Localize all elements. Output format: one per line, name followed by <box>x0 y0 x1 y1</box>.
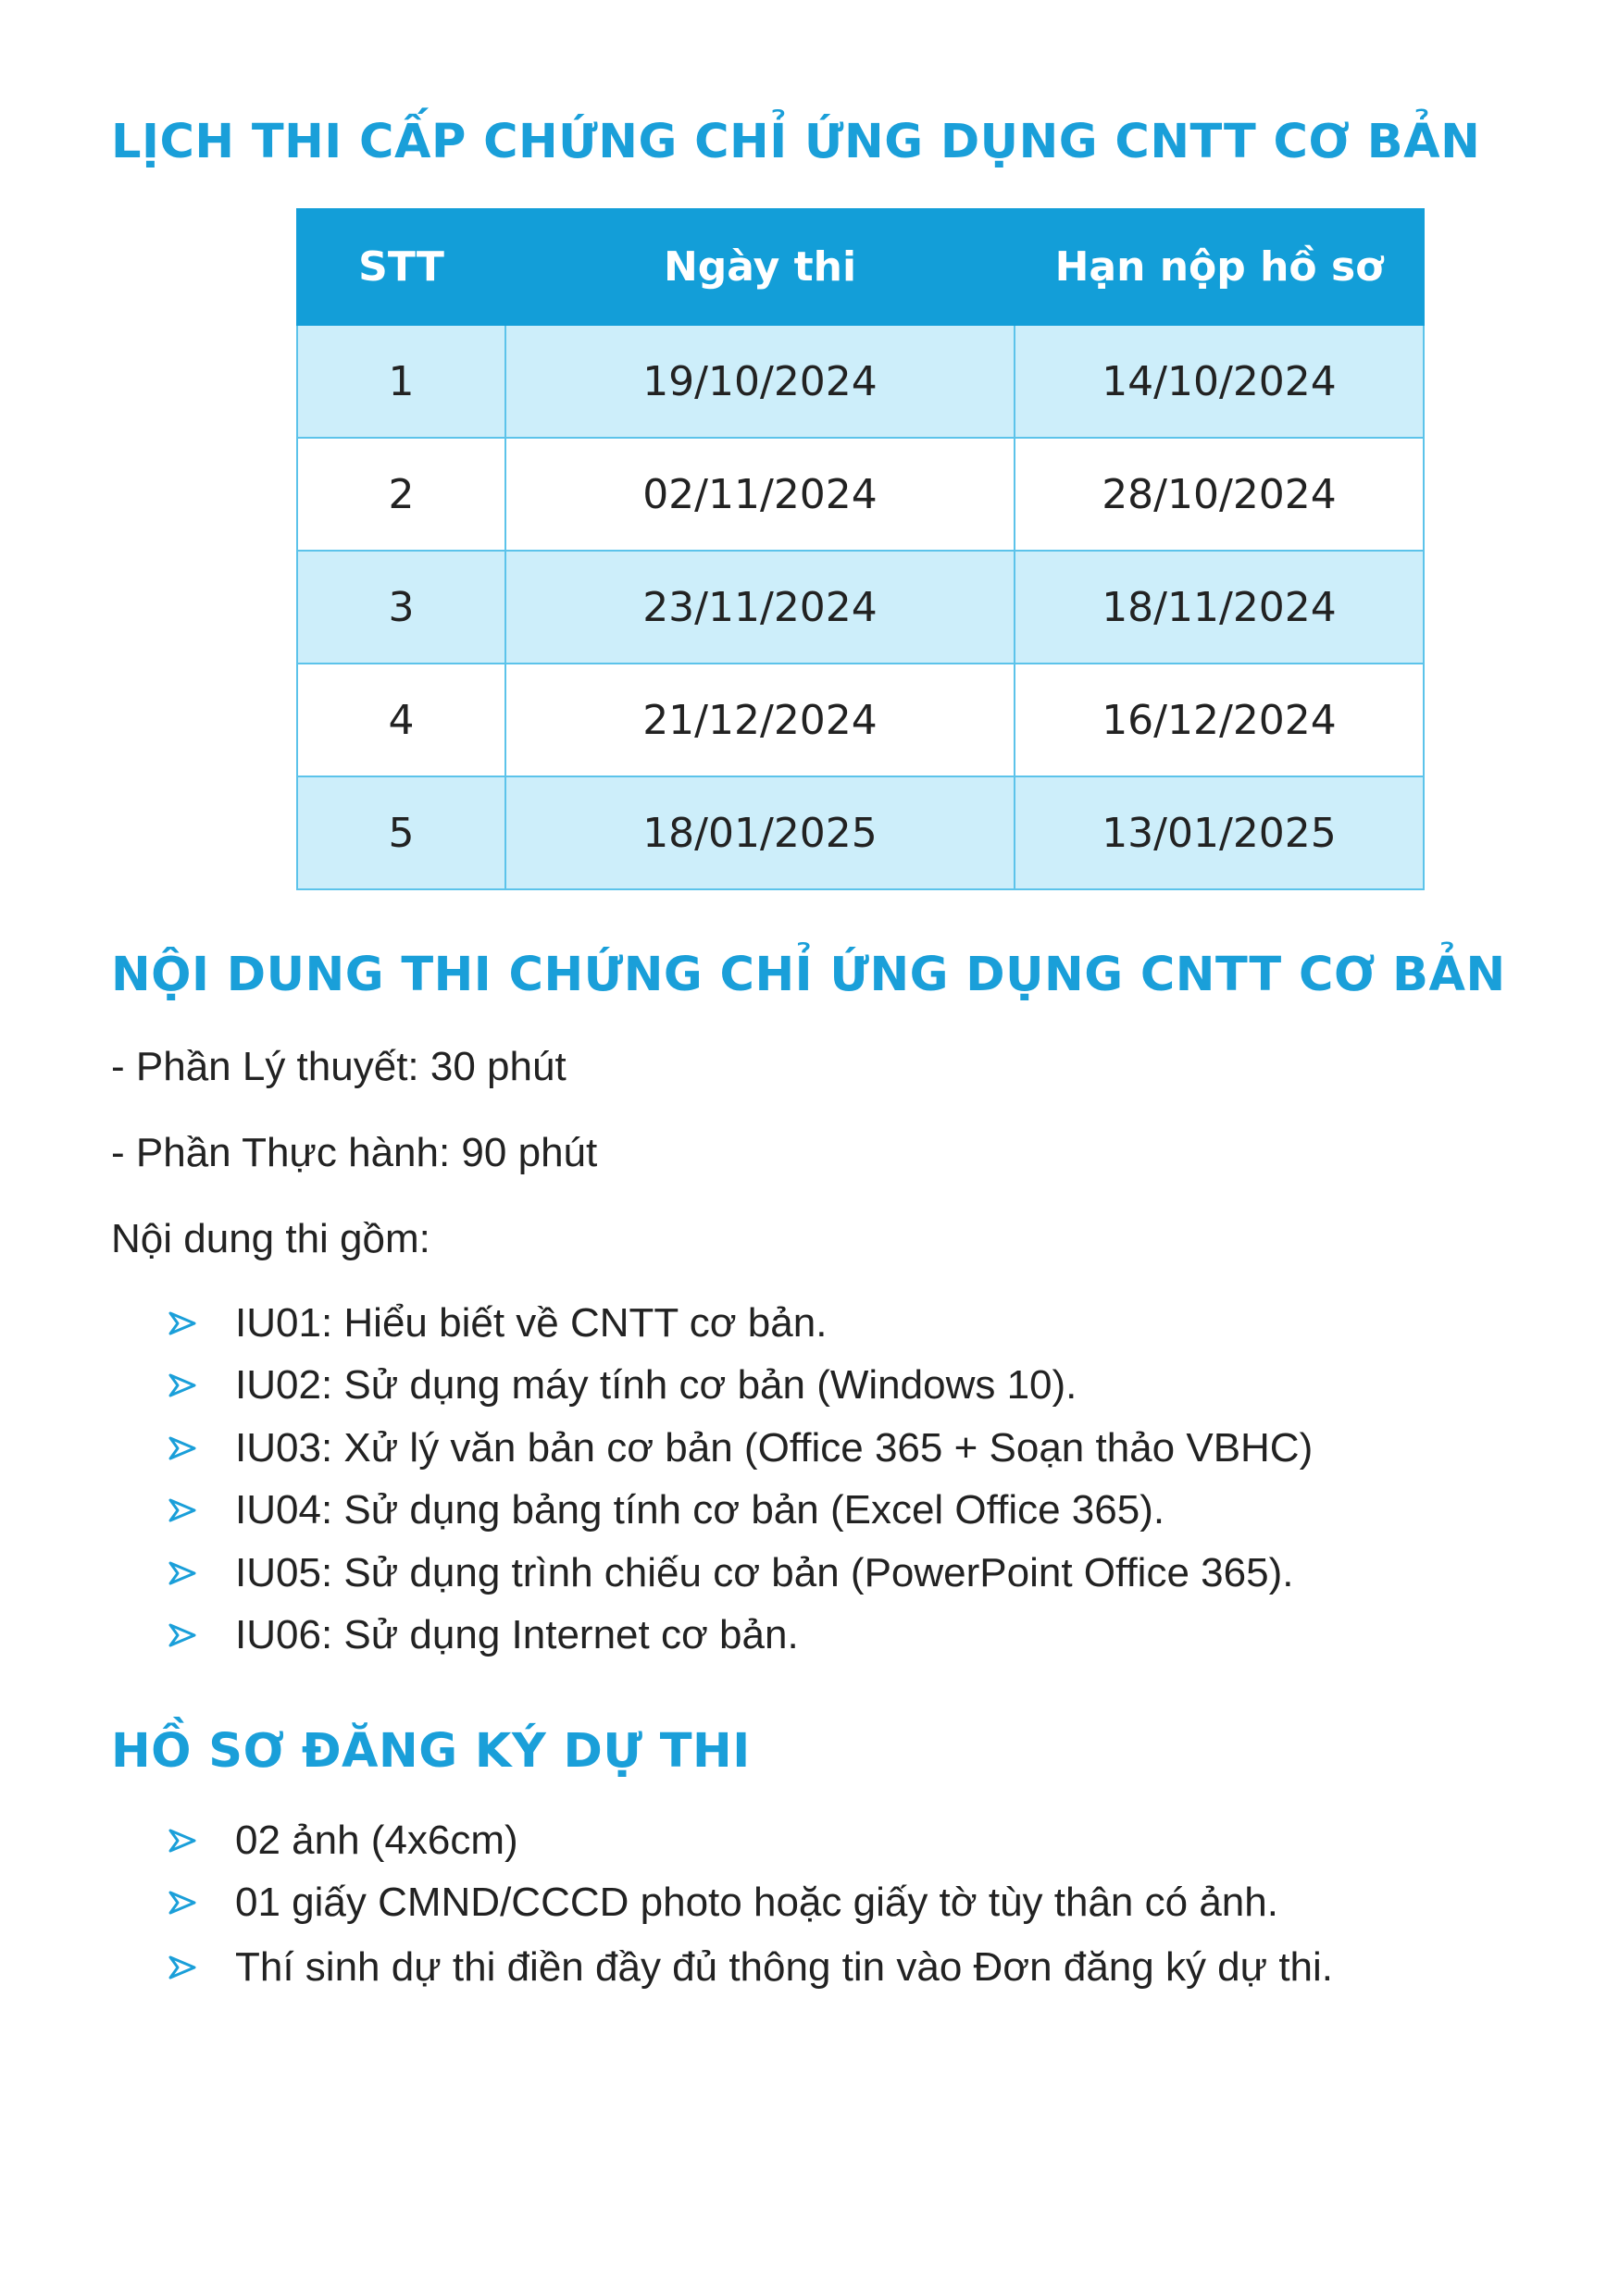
arrow-bullet-icon <box>167 1308 198 1339</box>
row-number: 3 <box>297 551 505 664</box>
content-intro: Nội dung thi gồm: <box>111 1216 430 1261</box>
arrow-bullet-icon <box>167 1952 198 1983</box>
column-header-stt: STT <box>297 209 505 325</box>
schedule-heading: LỊCH THI CẤP CHỨNG CHỈ ỨNG DỤNG CNTT CƠ BẢN <box>111 115 1481 169</box>
registration-docs-list <box>167 1809 1333 2001</box>
list-item <box>167 1809 1333 1872</box>
exam-date: 21/12/2024 <box>505 664 1015 776</box>
content-heading: NỘI DUNG THI CHỨNG CHỈ ỨNG DỤNG CNTT CƠ BẢN <box>111 948 1506 1002</box>
table-row <box>297 325 1424 438</box>
table-row <box>297 438 1424 551</box>
arrow-bullet-icon <box>167 1370 198 1401</box>
row-number: 5 <box>297 776 505 889</box>
module-list <box>167 1292 1313 1667</box>
exam-date: 18/01/2025 <box>505 776 1015 889</box>
doc-text: 01 giấy CMND/CCCD photo hoặc giấy tờ tùy thân có ảnh. <box>235 1880 1278 1926</box>
list-item <box>167 1355 1313 1418</box>
list-item <box>167 1934 1333 2001</box>
submission-deadline: 13/01/2025 <box>1015 776 1424 889</box>
arrow-bullet-icon <box>167 1495 198 1526</box>
arrow-bullet-icon <box>167 1433 198 1464</box>
submission-deadline: 14/10/2024 <box>1015 325 1424 438</box>
arrow-bullet-icon <box>167 1558 198 1589</box>
exam-date: 19/10/2024 <box>505 325 1015 438</box>
list-item <box>167 1417 1313 1480</box>
list-item <box>167 1292 1313 1355</box>
module-text: IU05: Sử dụng trình chiếu cơ bản (PowerPoint Office 365). <box>235 1549 1294 1595</box>
submission-deadline: 16/12/2024 <box>1015 664 1424 776</box>
column-header-deadline: Hạn nộp hồ sơ <box>1015 209 1424 325</box>
arrow-bullet-icon <box>167 1825 198 1856</box>
submission-deadline: 28/10/2024 <box>1015 438 1424 551</box>
list-item <box>167 1480 1313 1543</box>
theory-duration: - Phần Lý thuyết: 30 phút <box>111 1044 567 1089</box>
doc-text: Thí sinh dự thi điền đầy đủ thông tin vào Đơn đăng ký dự thi. <box>235 1944 1334 1990</box>
list-item <box>167 1872 1333 1935</box>
module-text: IU06: Sử dụng Internet cơ bản. <box>235 1612 799 1658</box>
row-number: 4 <box>297 664 505 776</box>
column-header-exam-date: Ngày thi <box>505 209 1015 325</box>
submission-deadline: 18/11/2024 <box>1015 551 1424 664</box>
module-text: IU01: Hiểu biết về CNTT cơ bản. <box>235 1299 828 1346</box>
registration-heading: HỒ SƠ ĐĂNG KÝ DỰ THI <box>111 1724 751 1779</box>
table-row <box>297 776 1424 889</box>
list-item <box>167 1605 1313 1668</box>
exam-date: 02/11/2024 <box>505 438 1015 551</box>
arrow-bullet-icon <box>167 1887 198 1918</box>
practice-duration: - Phần Thực hành: 90 phút <box>111 1130 598 1175</box>
table-row <box>297 551 1424 664</box>
list-item <box>167 1542 1313 1605</box>
module-text: IU03: Xử lý văn bản cơ bản (Office 365 + Soạn thảo VBHC) <box>235 1424 1314 1471</box>
table-row <box>297 664 1424 776</box>
table-header-row <box>297 209 1424 325</box>
doc-text: 02 ảnh (4x6cm) <box>235 1817 518 1863</box>
exam-date: 23/11/2024 <box>505 551 1015 664</box>
module-text: IU04: Sử dụng bảng tính cơ bản (Excel Office 365). <box>235 1487 1165 1533</box>
exam-schedule-table <box>296 208 1425 890</box>
row-number: 2 <box>297 438 505 551</box>
module-text: IU02: Sử dụng máy tính cơ bản (Windows 10). <box>235 1362 1077 1409</box>
row-number: 1 <box>297 325 505 438</box>
arrow-bullet-icon <box>167 1620 198 1651</box>
